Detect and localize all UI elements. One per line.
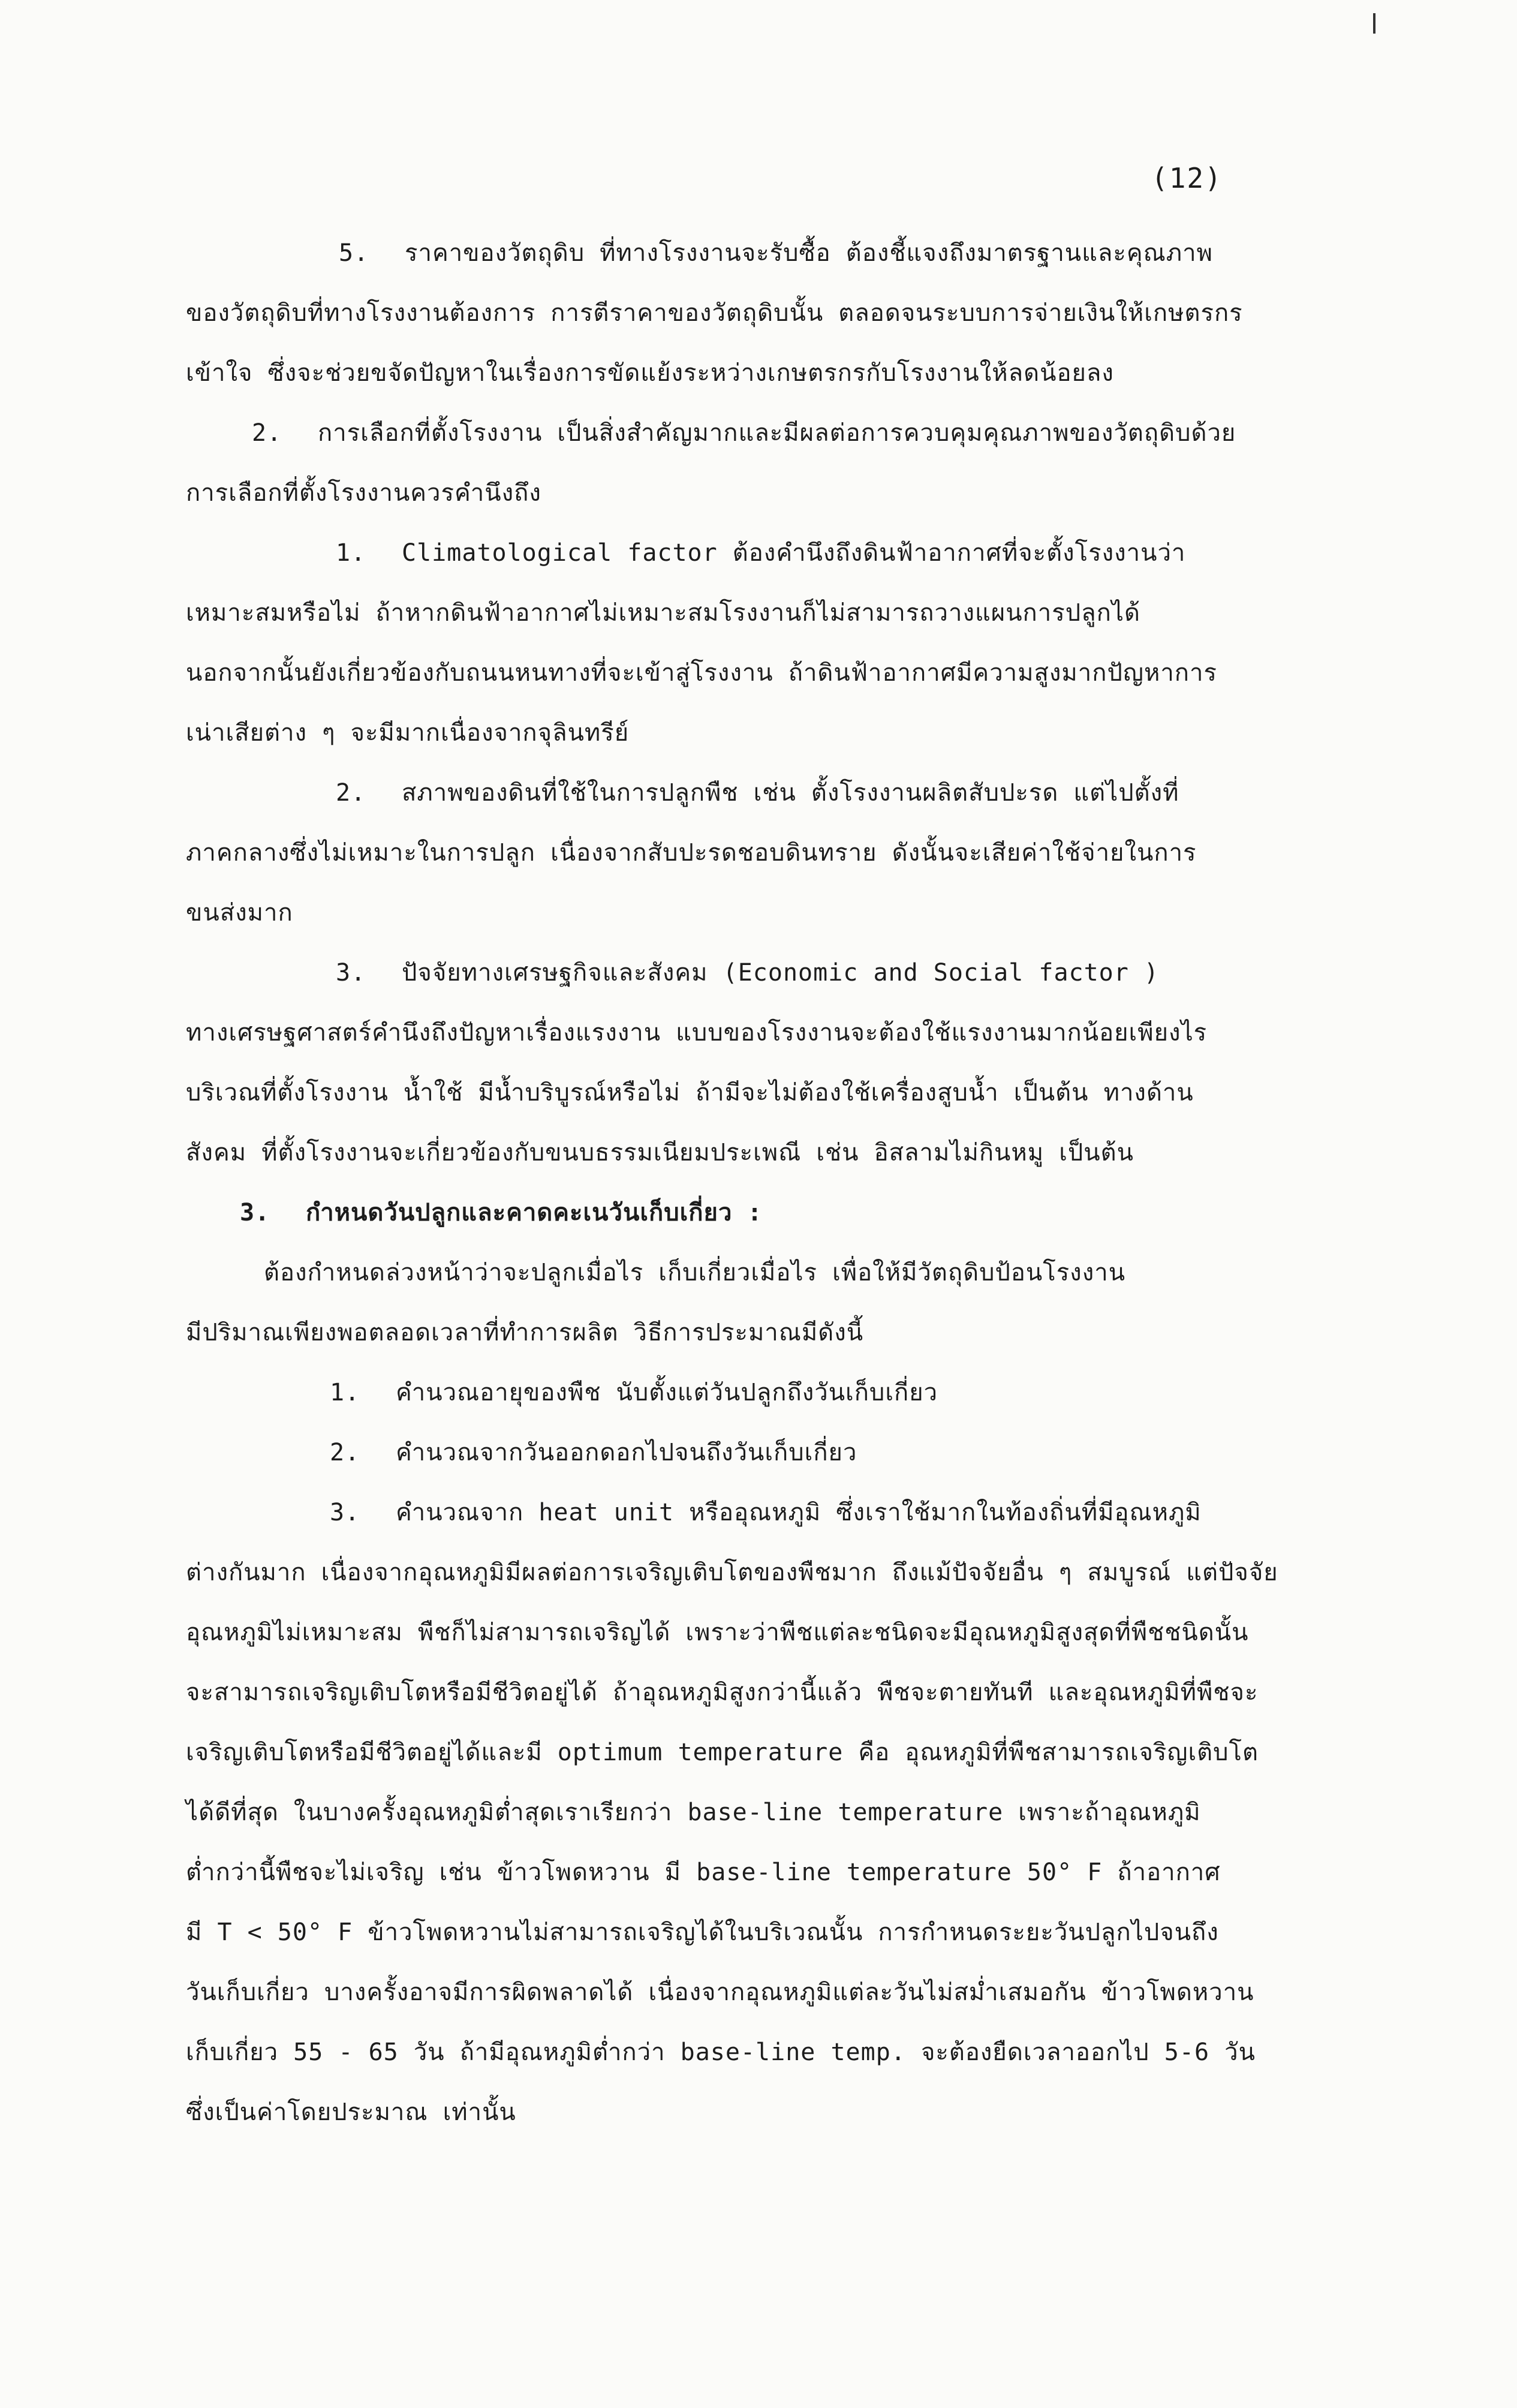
item-number: 1. bbox=[336, 539, 366, 567]
line-text: เน่าเสียต่าง ๆ จะมีมากเนื่องจากจุลินทรีย์ bbox=[186, 719, 630, 747]
text-line bbox=[336, 536, 1185, 570]
line-text: เจริญเติบโตหรือมีชีวิตอยู่ได้และมี optimum temperature คือ อุณหภูมิที่พืชสามารถเจริญเติบโต bbox=[186, 1739, 1259, 1766]
line-text: เหมาะสมหรือไม่ ถ้าหากดินฟ้าอากาศไม่เหมาะสมโรงงานก็ไม่สามารถวางแผนการปลูกได้ bbox=[186, 599, 1140, 627]
text-line bbox=[330, 1496, 1202, 1529]
line-text: ทางเศรษฐศาสตร์คำนึงถึงปัญหาเรื่องแรงงาน แบบของโรงงานจะต้องใช้แรงงานมากน้อยเพียงไร bbox=[186, 1019, 1208, 1047]
text-line bbox=[186, 476, 541, 510]
text-line bbox=[186, 1976, 1254, 2009]
text-line bbox=[186, 356, 1114, 390]
line-text: Climatological factor ต้องคำนึงถึงดินฟ้าอากาศที่จะตั้งโรงงานว่า bbox=[402, 539, 1186, 567]
page-number: (12) bbox=[1151, 162, 1223, 194]
line-text: บริเวณที่ตั้งโรงงาน น้ำใช้ มีน้ำบริบูรณ์หรือไม่ ถ้ามีจะไม่ต้องใช้เครื่องสูบน้ำ เป็นต้น ทางด้าน bbox=[186, 1079, 1194, 1107]
text-line bbox=[186, 296, 1243, 330]
text-line bbox=[186, 2036, 1256, 2069]
text-line bbox=[330, 1436, 857, 1469]
text-line bbox=[186, 656, 1217, 690]
text-line bbox=[186, 1616, 1248, 1649]
line-text: ภาคกลางซึ่งไม่เหมาะในการปลูก เนื่องจากสับปะรดชอบดินทราย ดังนั้นจะเสียค่าใช้จ่ายในการ bbox=[186, 839, 1197, 867]
line-text: ต่ำกว่านี้พืชจะไม่เจริญ เช่น ข้าวโพดหวาน มี base-line temperature 50° F ถ้าอากาศ bbox=[186, 1859, 1221, 1886]
line-text: จะสามารถเจริญเติบโตหรือมีชีวิตอยู่ได้ ถ้าอุณหภูมิสูงกว่านี้แล้ว พืชจะตายทันที และอุณหภูมิที่พืชจะ bbox=[186, 1679, 1259, 1706]
line-text: มีปริมาณเพียงพอตลอดเวลาที่ทำการผลิต วิธีการประมาณมีดังนี้ bbox=[186, 1319, 864, 1346]
item-number: 5. bbox=[339, 239, 369, 267]
text-line bbox=[186, 596, 1140, 630]
line-text: ต่างกันมาก เนื่องจากอุณหภูมิมีผลต่อการเจริญเติบโตของพืชมาก ถึงแม้ปัจจัยอื่น ๆ สมบูรณ์ แต่ปัจจัย bbox=[186, 1559, 1278, 1586]
section-heading bbox=[240, 1196, 763, 1229]
text-line bbox=[186, 896, 293, 930]
item-number: 2. bbox=[330, 1439, 360, 1466]
line-text: ของวัตถุดิบที่ทางโรงงานต้องการ การตีราคาของวัตถุดิบนั้น ตลอดจนระบบการจ่ายเงินให้เกษตรกร bbox=[186, 299, 1243, 327]
line-text: ราคาของวัตถุดิบ ที่ทางโรงงานจะรับซื้อ ต้องชี้แจงถึงมาตรฐานและคุณภาพ bbox=[405, 239, 1213, 267]
text-line bbox=[186, 1556, 1278, 1589]
text-line bbox=[252, 416, 1236, 450]
text-line bbox=[186, 1316, 863, 1349]
text-line bbox=[186, 1136, 1134, 1170]
item-number: 3. bbox=[336, 959, 366, 987]
text-line bbox=[186, 1916, 1219, 1949]
text-line bbox=[186, 2096, 516, 2129]
line-text: นอกจากนั้นยังเกี่ยวข้องกับถนนหนทางที่จะเข้าสู่โรงงาน ถ้าดินฟ้าอากาศมีความสูงมากปัญหาการ bbox=[186, 659, 1217, 687]
text-line bbox=[186, 1076, 1194, 1110]
line-text: เก็บเกี่ยว 55 - 65 วัน ถ้ามีอุณหภูมิต่ำกว่า base-line temp. จะต้องยืดเวลาออกไป 5-6 วัน bbox=[186, 2039, 1256, 2066]
line-text: วันเก็บเกี่ยว บางครั้งอาจมีการผิดพลาดได้ เนื่องจากอุณหภูมิแต่ละวันไม่สม่ำเสมอกัน ข้าวโพดหวาน bbox=[186, 1979, 1254, 2006]
scan-mark bbox=[1373, 13, 1375, 34]
line-text: ต้องกำหนดล่วงหน้าว่าจะปลูกเมื่อไร เก็บเกี่ยวเมื่อไร เพื่อให้มีวัตถุดิบป้อนโรงงาน bbox=[264, 1259, 1126, 1286]
text-line bbox=[336, 956, 1159, 990]
text-line bbox=[186, 836, 1197, 870]
item-number: 2. bbox=[336, 779, 366, 807]
line-text: กำหนดวันปลูกและคาดคะเนวันเก็บเกี่ยว : bbox=[306, 1199, 763, 1226]
line-text: ปัจจัยทางเศรษฐกิจและสังคม (Economic and Social factor ) bbox=[402, 959, 1160, 987]
text-line bbox=[330, 1376, 938, 1409]
item-number: 1. bbox=[330, 1379, 360, 1406]
line-text: ได้ดีที่สุด ในบางครั้งอุณหภูมิต่ำสุดเราเรียกว่า base-line temperature เพราะถ้าอุณหภูมิ bbox=[186, 1799, 1201, 1826]
line-text: คำนวณจาก heat unit หรืออุณหภูมิ ซึ่งเราใช้มากในท้องถิ่นที่มีอุณหภูมิ bbox=[396, 1499, 1202, 1526]
item-number: 3. bbox=[240, 1199, 270, 1226]
text-line bbox=[186, 1676, 1258, 1709]
line-text: การเลือกที่ตั้งโรงงาน เป็นสิ่งสำคัญมากและมีผลต่อการควบคุมคุณภาพของวัตถุดิบด้วย bbox=[318, 419, 1236, 447]
text-line bbox=[186, 1016, 1207, 1050]
item-number: 3. bbox=[330, 1499, 360, 1526]
text-line bbox=[186, 1736, 1259, 1769]
line-text: เข้าใจ ซึ่งจะช่วยขจัดปัญหาในเรื่องการขัดแย้งระหว่างเกษตรกรกับโรงงานให้ลดน้อยลง bbox=[186, 359, 1114, 387]
text-line bbox=[264, 1256, 1125, 1289]
line-text: อุณหภูมิไม่เหมาะสม พืชก็ไม่สามารถเจริญได้ เพราะว่าพืชแต่ละชนิดจะมีอุณหภูมิสูงสุดที่พืชชนิดนั้น bbox=[186, 1619, 1249, 1646]
text-line bbox=[186, 1796, 1201, 1829]
line-text: คำนวณจากวันออกดอกไปจนถึงวันเก็บเกี่ยว bbox=[396, 1439, 857, 1466]
line-text: สังคม ที่ตั้งโรงงานจะเกี่ยวข้องกับขนบธรรมเนียมประเพณี เช่น อิสลามไม่กินหมู เป็นต้น bbox=[186, 1139, 1134, 1167]
line-text: สภาพของดินที่ใช้ในการปลูกพืช เช่น ตั้งโรงงานผลิตสับปะรด แต่ไปตั้งที่ bbox=[402, 779, 1179, 807]
text-line bbox=[339, 236, 1213, 270]
item-number: 2. bbox=[252, 419, 282, 447]
line-text: ซึ่งเป็นค่าโดยประมาณ เท่านั้น bbox=[186, 2099, 516, 2126]
text-line bbox=[186, 1856, 1221, 1889]
line-text: การเลือกที่ตั้งโรงงานควรคำนึงถึง bbox=[186, 479, 541, 507]
line-text: ขนส่งมาก bbox=[186, 899, 293, 927]
text-line bbox=[186, 716, 629, 750]
line-text: คำนวณอายุของพืช นับตั้งแต่วันปลูกถึงวันเก็บเกี่ยว bbox=[396, 1379, 938, 1406]
text-line bbox=[336, 776, 1179, 810]
line-text: มี T < 50° F ข้าวโพดหวานไม่สามารถเจริญได้ในบริเวณนั้น การกำหนดระยะวันปลูกไปจนถึง bbox=[186, 1919, 1219, 1946]
